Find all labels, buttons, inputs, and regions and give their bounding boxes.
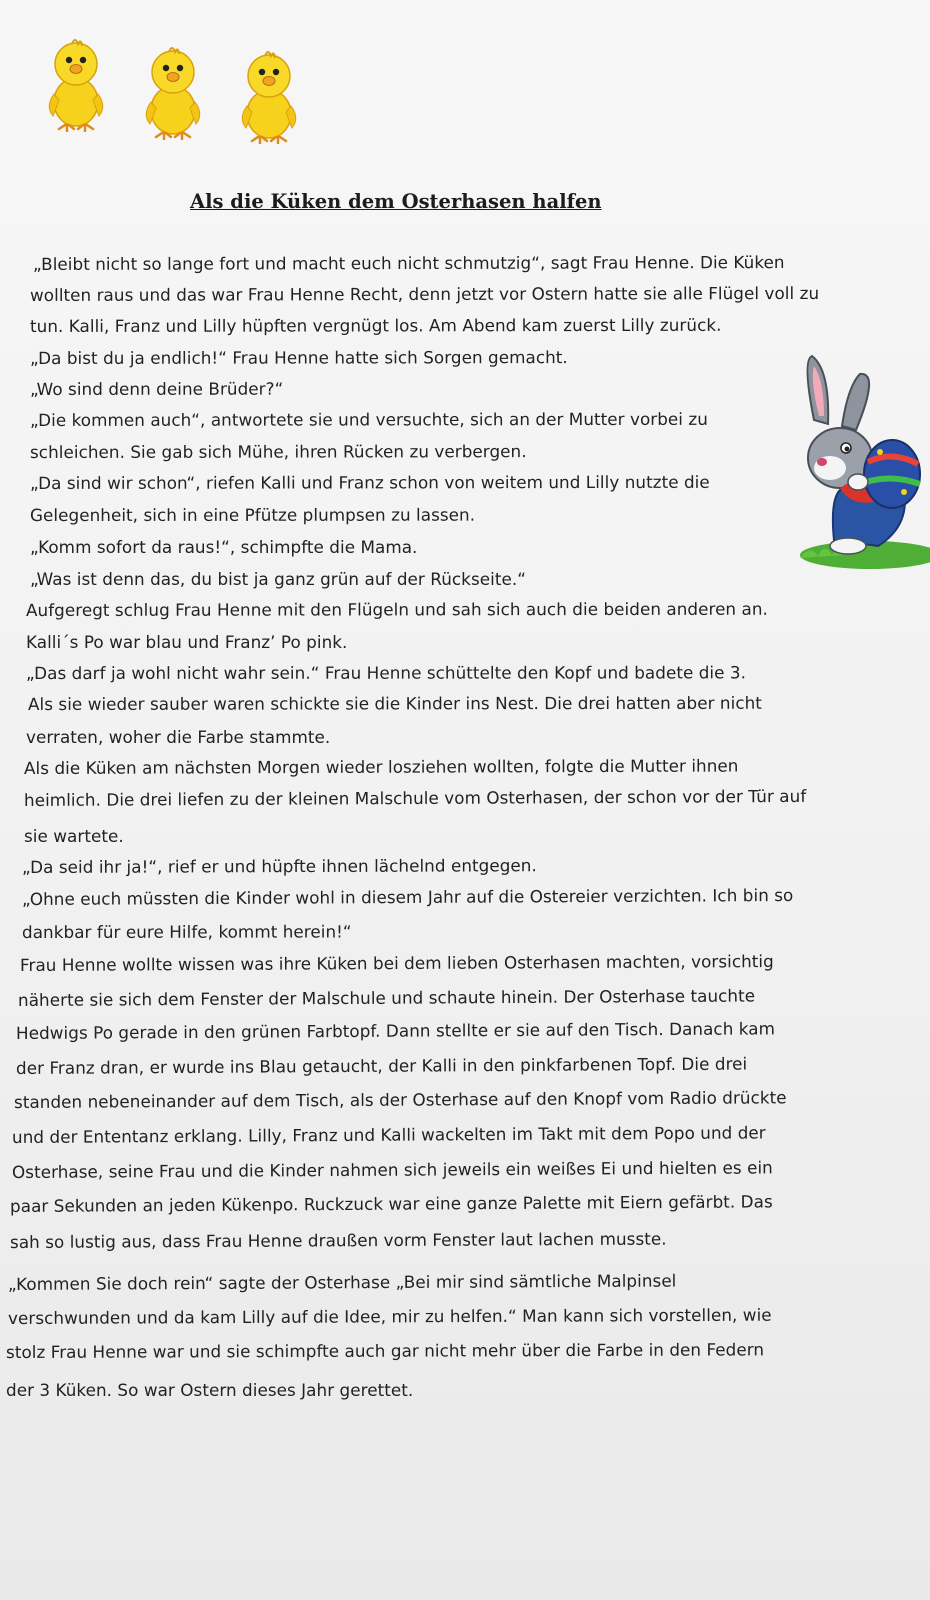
- story-line: verschwunden und da kam Lilly auf die Idee, mir zu helfen.“ Man kann sich vorstellen, wie: [7, 1304, 772, 1328]
- story-line: Frau Henne wollte wissen was ihre Küken bei dem lieben Osterhasen machten, vorsichtig: [19, 951, 774, 975]
- story-line: Hedwigs Po gerade in den grünen Farbtopf. Dann stellte er sie auf den Tisch. Danach kam: [15, 1018, 776, 1043]
- story-line: Als sie wieder sauber waren schickte sie die Kinder ins Nest. Die drei hatten aber nicht: [27, 692, 762, 714]
- story-line: Aufgeregt schlug Frau Henne mit den Flügeln und sah sich auch die beiden anderen an.: [25, 598, 768, 620]
- story-line: und der Ententanz erklang. Lilly, Franz und Kalli wackelten im Takt mit dem Popo und der: [11, 1122, 766, 1147]
- story-line: „Ohne euch müssten die Kinder wohl in diesem Jahr auf die Ostereier verzichten. Ich bin so: [21, 884, 794, 909]
- story-line: stolz Frau Henne war und sie schimpfte auch gar nicht mehr über die Farbe in den Federn: [5, 1339, 765, 1362]
- story-line: verraten, woher die Farbe stammte.: [26, 727, 331, 747]
- story-line: standen nebeneinander auf dem Tisch, als der Osterhase auf den Knopf vom Radio drückte: [13, 1087, 787, 1112]
- chick-icon: [238, 48, 300, 144]
- story-line: dankbar für eure Hilfe, kommt herein!“: [21, 921, 352, 942]
- story-line: schleichen. Sie gab sich Mühe, ihren Rücken zu verbergen.: [29, 441, 527, 462]
- story-line: „Komm sofort da raus!“, schimpfte die Mama.: [30, 537, 418, 557]
- chick-icon: [142, 44, 204, 140]
- story-line: „Da sind wir schon“, riefen Kalli und Franz schon von weitem und Lilly nutzte die: [29, 471, 710, 493]
- story-line: „Was ist denn das, du bist ja ganz grün auf der Rückseite.“: [30, 569, 526, 589]
- easter-bunny-icon: [800, 350, 930, 575]
- story-line: Osterhase, seine Frau und die Kinder nahmen sich jeweils ein weißes Ei und hielten es ein: [11, 1157, 773, 1182]
- story-line: der Franz dran, er wurde ins Blau getaucht, der Kalli in den pinkfarbenen Topf. Die drei: [15, 1053, 748, 1078]
- story-line: „Bleibt nicht so lange fort und macht euch nicht schmutzig“, sagt Frau Henne. Die Küken: [32, 252, 785, 274]
- story-line: Kalli´s Po war blau und Franz’ Po pink.: [26, 632, 348, 652]
- story-line: näherte sie sich dem Fenster der Malschule und schaute hinein. Der Osterhase tauchte: [17, 985, 756, 1010]
- story-line: Gelegenheit, sich in eine Pfütze plumpsen zu lassen.: [29, 504, 476, 525]
- story-title: Als die Küken dem Osterhasen halfen: [190, 190, 602, 213]
- story-line: heimlich. Die drei liefen zu der kleinen Malschule vom Osterhasen, der schon vor der Tür auf: [23, 785, 807, 810]
- chick-icon: [45, 36, 107, 132]
- story-line: „Da bist du ja endlich!“ Frau Henne hatte sich Sorgen gemacht.: [29, 347, 568, 368]
- story-line: Als die Küken am nächsten Morgen wieder losziehen wollten, folgte die Mutter ihnen: [23, 755, 739, 778]
- story-line: „Wo sind denn deine Brüder?“: [29, 378, 284, 399]
- story-line: wollten raus und das war Frau Henne Recht, denn jetzt vor Ostern hatte sie alle Flügel voll zu: [29, 282, 820, 305]
- story-line: paar Sekunden an jeden Kükenpo. Ruckzuck war eine ganze Palette mit Eiern gefärbt. Das: [9, 1191, 773, 1216]
- story-line: tun. Kalli, Franz und Lilly hüpften vergnügt los. Am Abend kam zuerst Lilly zurück.: [29, 314, 722, 336]
- story-line: „Das darf ja wohl nicht wahr sein.“ Frau Henne schüttelte den Kopf und badete die 3.: [25, 662, 747, 683]
- story-line: sah so lustig aus, dass Frau Henne draußen vorm Fenster laut lachen musste.: [9, 1228, 667, 1252]
- story-line: „Da seid ihr ja!“, rief er und hüpfte ihnen lächelnd entgegen.: [21, 855, 537, 877]
- story-line: „Die kommen auch“, antwortete sie und versuchte, sich an der Mutter vorbei zu: [29, 408, 708, 430]
- story-line: sie wartete.: [24, 826, 124, 846]
- story-line: „Kommen Sie doch rein“ sagte der Osterhase „Bei mir sind sämtliche Malpinsel: [7, 1270, 677, 1294]
- story-line: der 3 Küken. So war Ostern dieses Jahr gerettet.: [6, 1380, 414, 1400]
